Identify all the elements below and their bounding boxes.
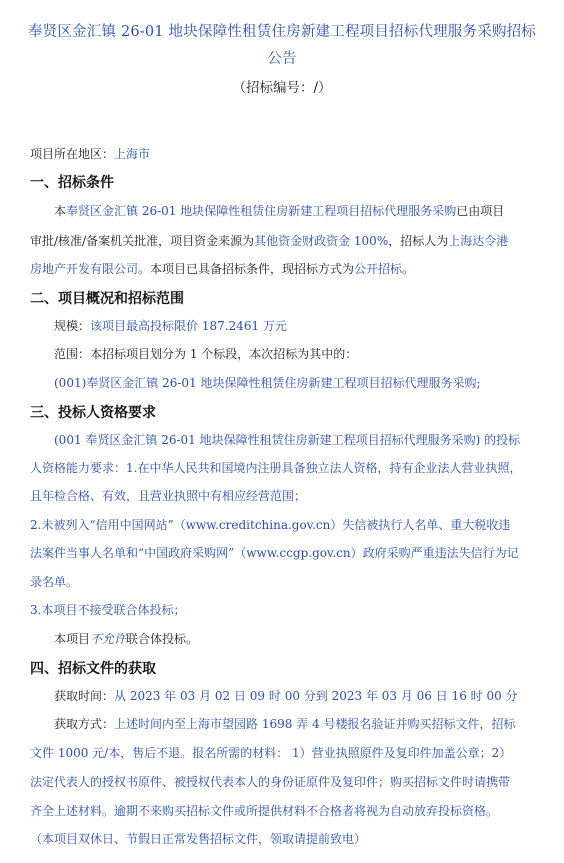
method-line1 bbox=[54, 716, 515, 732]
s1-line2 bbox=[30, 233, 508, 249]
tenderer-name-cont: 房地产开发有限公司 bbox=[30, 262, 139, 276]
s3-line1: (001 奉贤区金汇镇 26-01 地块保障性租赁住房新建工程项目招标代理服务采购) 的投标 bbox=[54, 433, 521, 447]
funding-source: 其他资金财政资金 100% bbox=[254, 234, 389, 248]
time-label: 获取时间： bbox=[54, 689, 115, 703]
s3-text: 本项目 bbox=[54, 632, 91, 646]
method-label: 获取方式： bbox=[54, 717, 115, 731]
s3-line6: 录名单。 bbox=[30, 575, 79, 589]
s3-line8 bbox=[54, 631, 198, 647]
s3-line2: 人资格能力要求：1.在中华人民共和国境内注册具备独立法人资格，持有企业法人营业执照， bbox=[30, 461, 522, 475]
announcement-title-line1: 奉贤区金汇镇 26-01 地块保障性租赁住房新建工程项目招标代理服务采购招标 bbox=[27, 24, 537, 40]
s3-line3: 且年检合格、有效，且营业执照中有相应经营范围； bbox=[30, 489, 307, 503]
tender-method: 公开招标 bbox=[354, 262, 403, 276]
method-text: 上述时间内至上海市望园路 1698 弄 4 号楼报名验证并购买招标文件，招标 bbox=[114, 717, 516, 731]
s1-line3 bbox=[30, 261, 414, 277]
announcement-title-line2: 公告 bbox=[267, 51, 297, 67]
s3-line7: 3.本项目不接受联合体投标； bbox=[30, 603, 186, 617]
s1-text: 。 bbox=[402, 262, 415, 276]
tender-number: （招标编号：/） bbox=[232, 80, 332, 96]
lot-line: (001)奉贤区金汇镇 26-01 地块保障性租赁住房新建工程项目招标代理服务采购; bbox=[54, 376, 481, 390]
s3-line5: 法案件当事人名单和“中国政府采购网”（www.ccgp.gov.cn）政府采购严重违法失信行为记 bbox=[30, 546, 519, 560]
note-line: （本项目双休日、节假日正常发售招标文件，领取请提前致电） bbox=[30, 832, 367, 846]
joint-bid-status: 不允许 bbox=[90, 632, 127, 646]
section4-heading: 四、招标文件的获取 bbox=[30, 661, 156, 677]
section1-heading: 一、招标条件 bbox=[30, 175, 114, 191]
method-line2: 文件 1000 元/本，售后不退。报名所需的材料： 1）营业执照原件及复印件加盖公章；2） bbox=[30, 746, 512, 760]
time-line bbox=[54, 688, 518, 704]
s1-text: 。本项目已具备招标条件，现招标方式为 bbox=[138, 262, 355, 276]
s1-text: 已由项目 bbox=[456, 204, 505, 218]
scale-value: 该项目最高投标限价 187.2461 万元 bbox=[90, 319, 287, 333]
location-label: 项目所在地区： bbox=[30, 147, 115, 161]
s1-line1 bbox=[54, 203, 504, 219]
location-value: 上海市 bbox=[114, 147, 151, 161]
s3-line4: 2.未被列入“信用中国网站”（www.creditchina.gov.cn）失信被执行人名单、重大税收违 bbox=[30, 518, 511, 532]
s1-text: 审批/核准/备案机关批准，项目资金来源为 bbox=[30, 234, 255, 248]
scale-line bbox=[54, 318, 287, 334]
scale-label: 规模： bbox=[54, 319, 91, 333]
section3-heading: 三、投标人资格要求 bbox=[30, 405, 156, 421]
s3-text: 联合体投标。 bbox=[126, 632, 199, 646]
tenderer-name: 上海达令港 bbox=[448, 234, 509, 248]
project-name: 奉贤区金汇镇 26-01 地块保障性租赁住房新建工程项目招标代理服务采购 bbox=[66, 204, 457, 218]
time-value: 从 2023 年 03 月 02 日 09 时 00 分到 2023 年 03 月 06 日 16 时 00 分 bbox=[114, 689, 518, 703]
method-line3: 法定代表人的授权书原件、被授权代表本人的身份证原件及复印件；购买招标文件时请携带 bbox=[30, 775, 511, 789]
s1-text: ，招标人为 bbox=[388, 234, 449, 248]
method-line4: 齐全上述材料。逾期不来购买招标文件或所提供材料不合格者将视为自动放弃投标资格。 bbox=[30, 804, 499, 818]
section2-heading: 二、项目概况和招标范围 bbox=[30, 291, 184, 307]
scope-line: 范围：本招标项目划分为 1 个标段，本次招标为其中的： bbox=[54, 347, 358, 361]
project-location bbox=[30, 146, 150, 162]
s1-text: 本 bbox=[54, 204, 67, 218]
